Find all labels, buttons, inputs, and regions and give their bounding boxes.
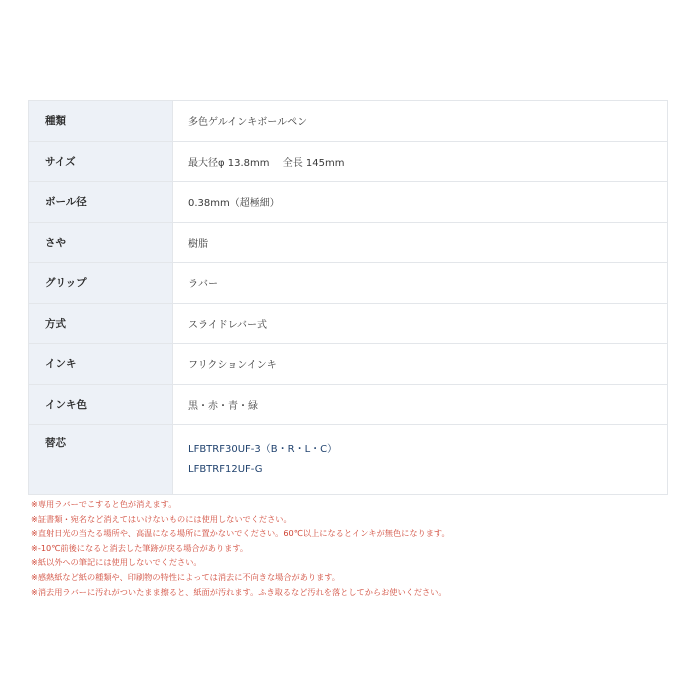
spec-label: 方式 (29, 303, 173, 344)
spec-label: 種類 (29, 101, 173, 142)
spec-label: サイズ (29, 141, 173, 182)
spec-value (173, 141, 668, 182)
spec-row-size (29, 141, 668, 182)
spec-row-ink-color (29, 384, 668, 425)
refill-link[interactable]: LFBTRF30UF-3（B・R・L・C） (188, 443, 338, 455)
spec-row-cap (29, 222, 668, 263)
spec-value-text: フリクションインキ (188, 360, 277, 372)
spec-value-text: 黒・赤・青・緑 (188, 400, 258, 412)
spec-label: インキ (29, 344, 173, 385)
spec-value (173, 425, 668, 495)
notes-list (31, 497, 671, 599)
spec-value-text: 樹脂 (188, 238, 208, 250)
note-item: ※直射日光の当たる場所や、高温になる場所に置かないでください。60℃以上になるとインキが無色になります。 (31, 528, 450, 539)
spec-value (173, 222, 668, 263)
spec-row-ball-diameter (29, 182, 668, 223)
note-item: ※消去用ラバーに汚れがついたまま擦ると、紙面が汚れます。ふき取るなど汚れを落としてからお使いください。 (31, 586, 447, 597)
spec-value-text: 多色ゲルインキボールペン (188, 117, 308, 129)
spec-value (173, 344, 668, 385)
spec-label: インキ色 (29, 384, 173, 425)
spec-table (28, 100, 668, 495)
spec-row-mechanism (29, 303, 668, 344)
spec-row-type (29, 101, 668, 142)
note-item: ※紙以外への筆記には使用しないでください。 (31, 557, 202, 568)
spec-value-text: ラバー (188, 279, 218, 291)
spec-value (173, 182, 668, 223)
spec-label: さや (29, 222, 173, 263)
note-item: ※専用ラバーでこすると色が消えます。 (31, 499, 177, 509)
spec-value-text: スライドレバー式 (188, 319, 267, 331)
spec-value-text: 最大径φ 13.8mm 全長 145mm (188, 157, 345, 169)
spec-row-refill (29, 425, 668, 495)
spec-row-grip (29, 263, 668, 304)
spec-value (173, 101, 668, 142)
refill-link[interactable]: LFBTRF12UF-G (188, 463, 263, 475)
spec-label: ボール径 (29, 182, 173, 223)
note-item: ※感熱紙など紙の種類や、印刷物の特性によっては消去に不向きな場合があります。 (31, 571, 340, 582)
spec-label: 替芯 (29, 425, 173, 495)
spec-value (173, 384, 668, 425)
spec-value (173, 303, 668, 344)
spec-value-text: 0.38mm（超極細） (188, 198, 280, 210)
note-item: ※-10℃前後になると消去した筆跡が戻る場合があります。 (31, 542, 249, 553)
spec-label: グリップ (29, 263, 173, 304)
spec-value (173, 263, 668, 304)
spec-row-ink (29, 344, 668, 385)
note-item: ※証書類・宛名など消えてはいけないものには使用しないでください。 (31, 513, 292, 524)
